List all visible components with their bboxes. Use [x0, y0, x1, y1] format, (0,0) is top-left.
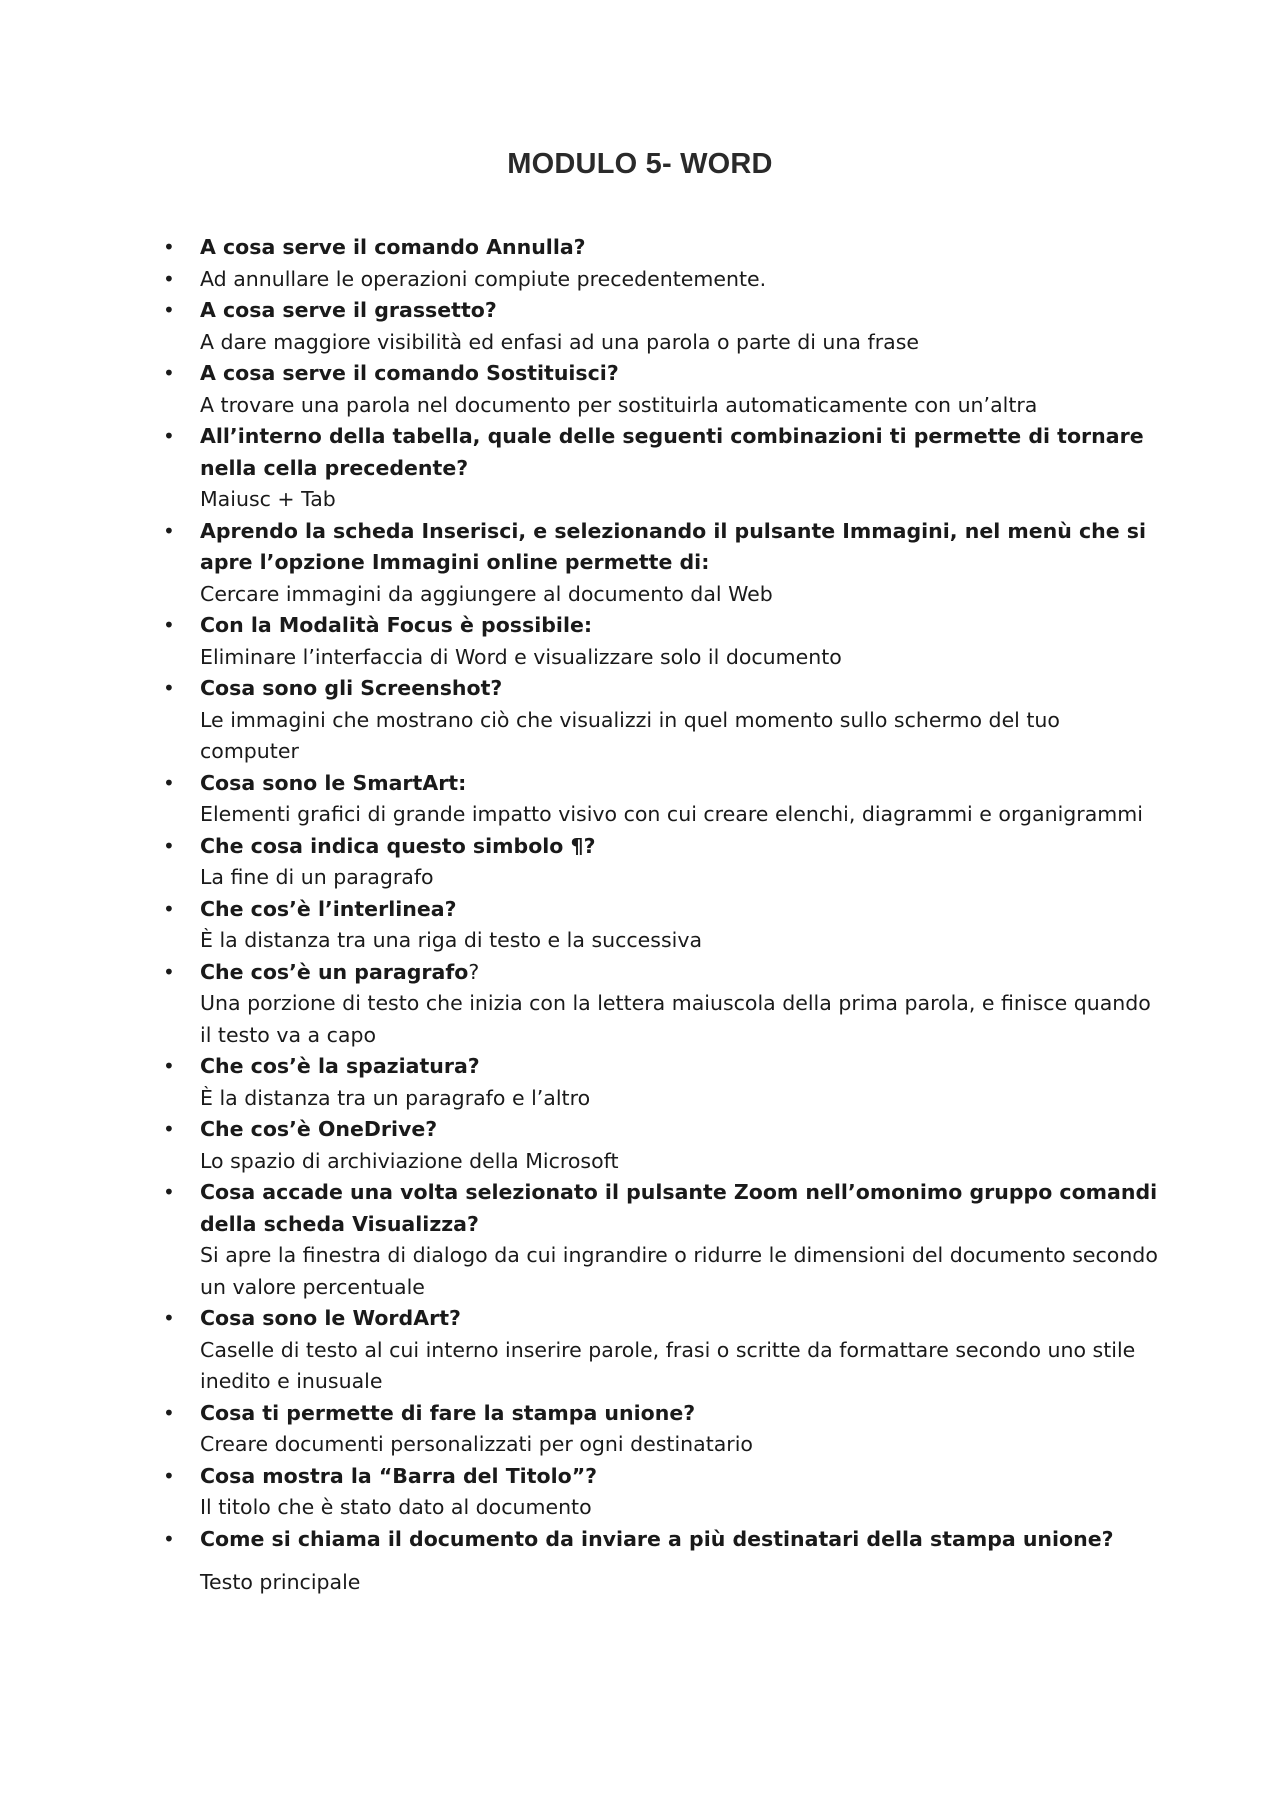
list-item	[163, 768, 1160, 831]
bullet-icon: •	[163, 959, 175, 984]
question-text: Che cosa indica questo simbolo ¶?	[200, 833, 596, 858]
answer-text: Eliminare l’interfaccia di Word e visualizzare solo il documento	[200, 644, 842, 669]
answer-text: Lo spazio di archiviazione della Microsoft	[200, 1148, 619, 1173]
bullet-icon: •	[163, 266, 175, 291]
list-item	[163, 516, 1160, 611]
list-item	[163, 1524, 1160, 1599]
bullet-icon: •	[163, 1117, 175, 1141]
question-text: Che cos’è la spaziatura?	[200, 1054, 480, 1078]
list-item	[163, 232, 1160, 264]
list-item	[163, 1114, 1160, 1177]
answer-text: Una porzione di testo che inizia con la lettera maiuscola della prima parola, e finisce quando il testo va a capo	[200, 991, 1151, 1047]
list-item	[163, 295, 1160, 358]
question-main: Che cos’è un paragrafo	[200, 959, 469, 984]
question-text: All’interno della tabella, quale delle seguenti combinazioni ti permette di tornare nella cella precedente?	[200, 424, 1144, 480]
bullet-icon: •	[163, 361, 175, 385]
bullet-icon: •	[163, 424, 175, 448]
list-item	[163, 1461, 1160, 1524]
answer-text: Creare documenti personalizzati per ogni destinatario	[200, 1432, 753, 1456]
bullet-icon: •	[163, 833, 175, 858]
bullet-icon: •	[163, 896, 175, 921]
answer-text: Elementi grafici di grande impatto visivo con cui creare elenchi, diagrammi e organigrammi	[200, 802, 1143, 826]
bullet-icon: •	[163, 1306, 175, 1330]
bullet-icon: •	[163, 298, 175, 322]
bullet-icon: •	[163, 1054, 175, 1078]
question-text: Cosa mostra la “Barra del Titolo”?	[200, 1463, 598, 1488]
question-text: Con la Modalità Focus è possibile:	[200, 613, 593, 637]
answer-text: A trovare una parola nel documento per sostituirla automaticamente con un’altra	[200, 392, 1038, 417]
bullet-icon: •	[163, 1180, 175, 1204]
question-text: Come si chiama il documento da inviare a più destinatari della stampa unione?	[200, 1526, 1114, 1551]
answer-text: È la distanza tra una riga di testo e la successiva	[200, 928, 703, 952]
bullet-icon: •	[163, 1463, 175, 1488]
question-text: Cosa sono le WordArt?	[200, 1306, 461, 1330]
answer-text: Testo principale	[200, 1570, 361, 1594]
list-item	[163, 831, 1160, 894]
bullet-icon: •	[163, 235, 175, 259]
list-item	[163, 1177, 1160, 1303]
list-item	[163, 1051, 1160, 1114]
question-text: A cosa serve il grassetto?	[200, 298, 497, 322]
question-text: A cosa serve il comando Sostituisci?	[200, 361, 619, 385]
list-item	[163, 264, 1160, 296]
bullet-icon: •	[163, 518, 175, 543]
question-text: A cosa serve il comando Annulla?	[200, 235, 586, 259]
page-title: MODULO 5- WORD	[507, 148, 773, 180]
question-suffix: ?	[468, 959, 480, 984]
list-item	[163, 957, 1160, 1052]
bullet-icon: •	[163, 1526, 175, 1551]
list-item	[163, 421, 1160, 516]
answer-text: Il titolo che è stato dato al documento	[200, 1495, 592, 1519]
answer-text: Maiusc + Tab	[200, 487, 336, 511]
answer-text: Cercare immagini da aggiungere al documento dal Web	[200, 581, 773, 606]
question-text	[200, 957, 1160, 989]
question-text: Aprendo la scheda Inserisci, e selezionando il pulsante Immagini, nel menù che si apre l’opzione Immagini online permette di:	[200, 518, 1146, 574]
answer-text: Si apre la finestra di dialogo da cui ingrandire o ridurre le dimensioni del documento secondo un valore percentuale	[200, 1243, 1158, 1299]
answer-text: La fine di un paragrafo	[200, 865, 434, 889]
question-text: Cosa ti permette di fare la stampa unione?	[200, 1400, 696, 1425]
answer-text: Ad annullare le operazioni compiute precedentemente.	[200, 266, 767, 291]
bullet-icon: •	[163, 676, 175, 700]
answer-text: Caselle di testo al cui interno inserire parole, frasi o scritte da formattare secondo uno stile inedito e inusuale	[200, 1337, 1136, 1393]
list-item	[163, 1303, 1160, 1398]
answer-text: È la distanza tra un paragrafo e l’altro	[200, 1085, 591, 1110]
bullet-icon: •	[163, 613, 175, 637]
answer-text: Le immagini che mostrano ciò che visualizzi in quel momento sullo schermo del tuo computer	[200, 707, 1060, 763]
list-item	[163, 1398, 1160, 1461]
question-text: Cosa accade una volta selezionato il pulsante Zoom nell’omonimo gruppo comandi della scheda Visualizza?	[200, 1180, 1158, 1236]
question-text: Cosa sono le SmartArt:	[200, 770, 467, 795]
list-item	[163, 894, 1160, 957]
list-item	[163, 610, 1160, 673]
answer-text: A dare maggiore visibilità ed enfasi ad una parola o parte di una frase	[200, 329, 920, 354]
list-item	[163, 358, 1160, 421]
list-item	[163, 673, 1160, 768]
bullet-icon: •	[163, 770, 175, 795]
bullet-icon: •	[163, 1400, 175, 1425]
question-text: Che cos’è OneDrive?	[200, 1117, 438, 1141]
question-text: Cosa sono gli Screenshot?	[200, 676, 503, 700]
qa-list	[163, 232, 1160, 1599]
question-text: Che cos’è l’interlinea?	[200, 896, 457, 921]
